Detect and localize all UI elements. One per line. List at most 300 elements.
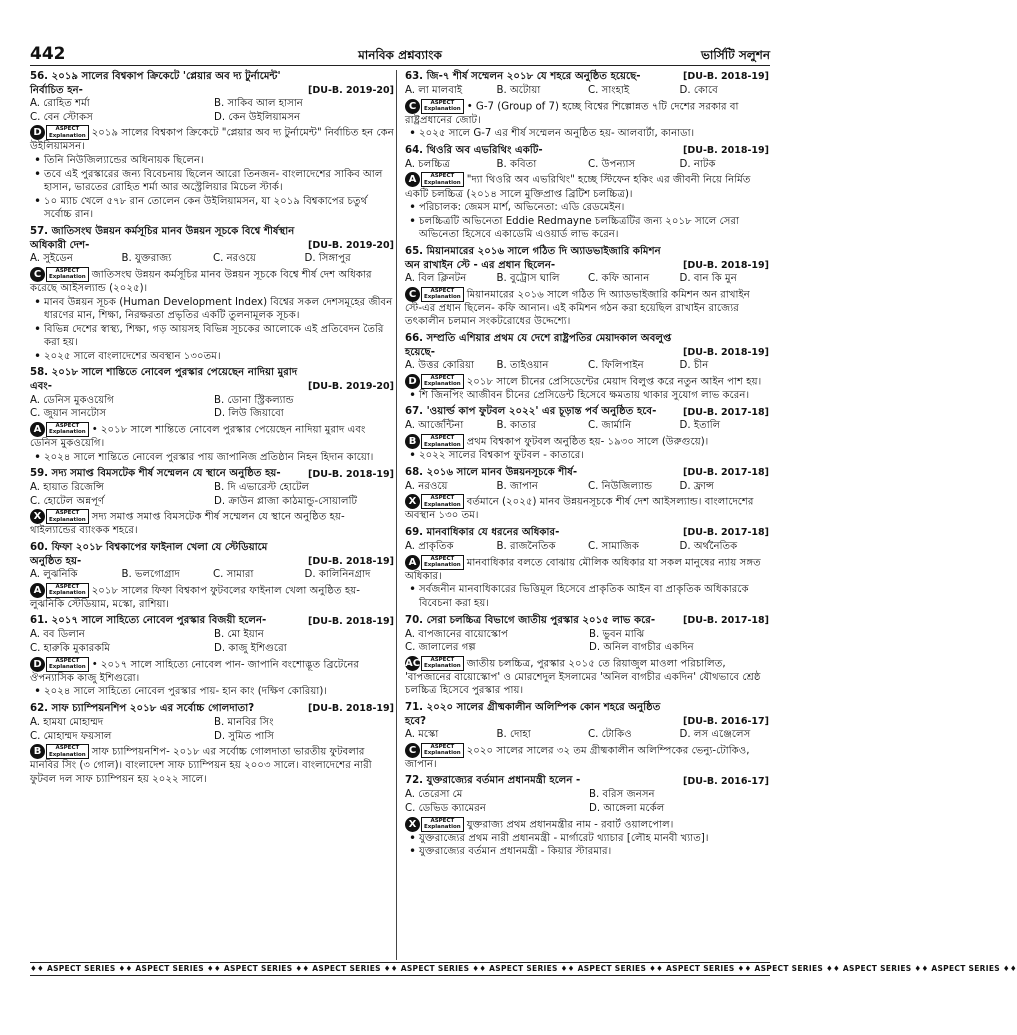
answer-option: C. কফি আনান [588, 273, 650, 285]
options-list [405, 788, 769, 815]
aspect-explanation-logo [421, 494, 464, 509]
explanation-text: যুক্তরাজ্য প্রথম প্রধানমন্ত্রীর নাম - রবার্ট ওয়ালপোল। [466, 819, 674, 831]
question-block [30, 614, 394, 698]
answer-option: D. কাজু ইশিগুরো [214, 643, 287, 655]
logo-word-explanation: Explanation [49, 132, 86, 139]
question-header [405, 245, 769, 272]
options-list [30, 568, 394, 582]
options-list [405, 359, 769, 373]
answer-option: B. জাপান [496, 480, 538, 492]
logo-word-aspect: ASPECT [55, 126, 80, 133]
aspect-explanation-logo [46, 583, 89, 598]
answer-letter-icon: D [405, 374, 420, 389]
question-block [30, 702, 394, 786]
answer-letter-icon: B [30, 744, 45, 759]
answer-badge [30, 509, 89, 524]
answer-option: B. সাকিব আল হাসান [214, 98, 303, 110]
bullet-item: • ১০ ম্যাচ খেলে ৫৭৮ রান তোলেন কেন উইলিয়ামসন, যা ২০১৯ বিশ্বকাপের চতুর্থ সর্বোচ্চ রান। [30, 195, 394, 222]
answer-option: D. ফ্রান্স [679, 480, 714, 492]
explanation-text: মানবাধিকার বলতে বোঝায় মৌলিক অধিকার যা সকল মানুষের ন্যায় সঙ্গত অধিকার। [405, 557, 761, 582]
options-list [30, 716, 394, 743]
answer-option: B. ডোনা স্ট্রিকল্যান্ড [214, 394, 294, 406]
answer-letter-icon: D [30, 125, 45, 140]
answer-badge [405, 817, 464, 832]
explanation [405, 817, 769, 832]
logo-word-aspect: ASPECT [55, 510, 80, 517]
logo-word-aspect: ASPECT [55, 267, 80, 274]
exam-tag: [DU-B. 2017-18] [683, 467, 769, 479]
question-header [405, 405, 769, 419]
aspect-explanation-logo [46, 267, 89, 282]
options-list [30, 97, 394, 124]
exam-tag: [DU-B. 2018-19] [683, 259, 769, 271]
question-header [30, 541, 394, 568]
question-text: ২০১৯ সালের বিশ্বকাপ ক্রিকেটে 'প্লেয়ার অব দ্য টুর্নামেন্ট' নির্বাচিত হন- [30, 71, 281, 96]
logo-word-explanation: Explanation [424, 294, 461, 301]
logo-word-aspect: ASPECT [430, 817, 455, 824]
answer-option: A. আর্জেন্টিনা [405, 420, 464, 432]
answer-option: D. কেন উইলিয়ামসন [214, 111, 301, 123]
answer-badge [405, 287, 464, 302]
bullet-list [30, 296, 394, 364]
answer-option: A. উত্তর কোরিয়া [405, 360, 475, 372]
answer-badge [30, 583, 89, 598]
logo-word-explanation: Explanation [49, 751, 86, 758]
answer-option: D. আঙ্গেলা মর্কেল [589, 803, 665, 815]
explanation [405, 434, 769, 449]
options-list [30, 628, 394, 655]
explanation [30, 744, 394, 786]
answer-option: C. উপন্যাস [588, 158, 636, 170]
answer-option: B. কাতার [496, 420, 537, 432]
answer-badge [405, 656, 464, 671]
answer-option: C. সামাজিক [588, 541, 640, 553]
bullet-item: • বিভিন্ন দেশের স্বাস্থ্য, শিক্ষা, গড় আয়সহ বিভিন্ন সূচকের আলোকে এই প্রতিবেদন তৈরি করা হয়। [30, 323, 394, 350]
answer-option: B. ভলগোগ্রাদ [121, 569, 180, 581]
answer-option: D. নাটক [679, 158, 716, 170]
question-block [30, 70, 394, 222]
question-header [405, 701, 769, 728]
aspect-explanation-logo [421, 817, 464, 832]
answer-option: C. বেন স্টোকস [30, 111, 93, 123]
exam-tag: [DU-B. 2018-19] [683, 71, 769, 83]
answer-letter-icon: A [405, 172, 420, 187]
question-number: 60. [30, 542, 49, 553]
explanation-text: ২০১৯ সালের বিশ্বকাপ ক্রিকেটে "প্লেয়ার অব দ্য টুর্নামেন্ট" নির্বাচিত হন কেন উইলিয়ামসন। [30, 127, 394, 153]
aspect-explanation-logo [421, 287, 464, 302]
explanation [30, 583, 394, 612]
exam-tag: [DU-B. 2019-20] [308, 239, 394, 251]
explanation-text: জাতিসংঘ উন্নয়ন কর্মসূচির মানব উন্নয়ন সূচকে বিশ্বে শীর্ষ দেশ অধিকার করেছে আইসল্যান্ড (২০২৫)। [30, 269, 372, 294]
aspect-explanation-logo [46, 744, 89, 759]
answer-option: C. মোহাম্মদ ফয়সাল [30, 730, 112, 742]
question-number: 58. [30, 367, 49, 379]
question-header [405, 332, 769, 359]
explanation-text: ২০২০ সালের সালের ৩২ তম গ্রীষ্মকালীন অলিম্পিকের ভেন্যু-টোকিও, জাপান। [405, 745, 750, 770]
answer-option: C. জুয়ান সানটোস [30, 408, 107, 420]
answer-badge [405, 743, 464, 758]
bullet-list [405, 201, 769, 242]
question-number: 67. [405, 406, 424, 418]
answer-option: D. কোবে [679, 85, 718, 96]
answer-option: B. ভুবন মাঝি [589, 628, 645, 640]
answer-option: C. টোকিও [588, 729, 632, 741]
answer-letter-icon: D [30, 657, 45, 672]
bullet-list [405, 449, 769, 463]
question-header [405, 774, 769, 788]
options-list [30, 252, 394, 266]
answer-option: B. তাইওয়ান [496, 360, 549, 372]
answer-letter-icon: X [30, 509, 45, 524]
answer-option: C. হোটেল অন্নপূর্ণ [30, 495, 105, 507]
question-header [30, 467, 394, 481]
explanation [30, 509, 394, 538]
logo-word-explanation: Explanation [424, 501, 461, 508]
logo-word-explanation: Explanation [49, 664, 86, 671]
answer-option: C. জালালের গল্প [405, 642, 476, 654]
answer-option: C. হারুকি মুকারকমি [30, 643, 111, 655]
answer-option: D. চীন [679, 360, 709, 372]
exam-tag: [DU-B. 2016-17] [683, 775, 769, 787]
logo-word-explanation: Explanation [49, 590, 86, 597]
answer-option: D. সুমিত পাসি [214, 730, 275, 742]
aspect-explanation-logo [46, 422, 89, 437]
answer-option: C. নরওয়ে [213, 253, 256, 265]
explanation [30, 422, 394, 451]
logo-word-aspect: ASPECT [55, 422, 80, 429]
bullet-item: • তবে এই পুরস্কারের জন্য বিবেচনায় ছিলেন আরো তিনজন- বাংলাদেশের সাকিব আল হাসান, ভারতের রোহিত শর্মা আর অস্ট্রেলিয়ার মিচেল স্টার্ক। [30, 168, 394, 195]
explanation-text: • ২০১৮ সালে শান্তিতে নোবেল পুরস্কার পেয়েছেন নাদিয়া মুরাদ এবং ডেনিস মুকওয়েগি। [30, 424, 366, 449]
answer-option: D. লিউ জিয়াবো [214, 408, 284, 420]
answer-option: D. ইতালি [679, 420, 721, 432]
logo-word-aspect: ASPECT [55, 657, 80, 664]
answer-badge [405, 172, 464, 187]
explanation [405, 374, 769, 389]
logo-word-aspect: ASPECT [430, 656, 455, 663]
answer-option: A. লুঝনিকি [30, 569, 78, 581]
answer-option: A. লা মালবাই [405, 85, 463, 96]
aspect-explanation-logo [421, 172, 464, 187]
question-block [30, 366, 394, 464]
answer-option: C. ডেভিড ক্যামেরন [405, 803, 486, 815]
explanation-text: ২০১৮ সালে চীনের প্রেসিডেন্টের মেয়াদ বিলুপ্ত করে নতুন আইন পাশ হয়। [466, 376, 762, 388]
question-header [30, 70, 394, 97]
question-text: সেরা চলচ্চিত্র বিভাগে জাতীয় পুরস্কার ২০১৫ লাভ করে- [426, 614, 656, 626]
bullet-item: • পরিচালক: জেমস মার্শ, অভিনেতা: এডি রেডমেইন। [405, 201, 769, 215]
logo-word-aspect: ASPECT [430, 374, 455, 381]
answer-badge [30, 657, 89, 672]
explanation-text: "দ্যা থিওরি অব এভরিথিং" হচ্ছে স্টিফেন হকিং এর জীবনী নিয়ে নির্মিত একটি চলচ্চিত্র (২০১৪ সালে মুক্তিপ্রাপ্ত ব্রিটিশ চলচ্চিত্র)। [405, 174, 751, 200]
question-text: সম্প্রতি এশিয়ার প্রথম যে দেশে রাষ্ট্রপতির মেয়াদকাল অবলুপ্ত হয়েছে- [405, 333, 672, 358]
answer-option: D. বান কি মুন [679, 273, 737, 285]
explanation [405, 743, 769, 772]
question-block [405, 405, 769, 462]
bullet-list [405, 832, 769, 859]
exam-tag: [DU-B. 2018-19] [683, 145, 769, 157]
explanation [405, 656, 769, 698]
exam-tag: [DU-B. 2018-19] [308, 615, 394, 627]
aspect-explanation-logo [421, 656, 464, 671]
logo-word-explanation: Explanation [424, 663, 461, 670]
logo-word-aspect: ASPECT [55, 745, 80, 752]
logo-word-aspect: ASPECT [55, 583, 80, 590]
exam-tag: [DU-B. 2016-17] [683, 715, 769, 727]
answer-badge [30, 422, 89, 437]
answer-option: A. ডেনিস মুকওয়েগি [30, 394, 114, 406]
explanation-text: প্রথম বিশ্বকাপ ফুটবল অনুষ্ঠিত হয়- ১৯৩০ সালে (উরুগুয়ে)। [466, 436, 709, 448]
explanation [405, 172, 769, 201]
explanation-text: • ২০১৭ সালে সাহিত্যে নোবেল পান- জাপানি বংশোদ্ভূত ব্রিটেনের ঔপন্যাসিক কাজু ইশিগুরো। [30, 659, 360, 684]
exam-tag: [DU-B. 2018-19] [308, 468, 394, 480]
answer-letter-icon: B [405, 434, 420, 449]
answer-option: C. সাংহাই [588, 85, 630, 96]
question-block [30, 225, 394, 363]
answer-badge [30, 267, 89, 282]
logo-word-aspect: ASPECT [430, 743, 455, 750]
bullet-item: • চলচ্চিত্রটি অভিনেতা Eddie Redmayne চলচ্চিত্রটির জন্য ২০১৮ সালে সেরা অভিনেতা হিসেবে একাডেমি এওয়ার্ড লাভ করেন। [405, 215, 769, 242]
question-header [405, 466, 769, 480]
answer-badge [405, 494, 464, 509]
options-list [405, 628, 769, 655]
left-column [30, 70, 394, 789]
aspect-explanation-logo [421, 434, 464, 449]
answer-option: C. সামারা [213, 569, 254, 581]
options-list [30, 481, 394, 508]
answer-option: D. কালিনিনগ্রাদ [304, 569, 371, 581]
question-block [30, 541, 394, 611]
answer-letter-icon: C [405, 743, 420, 758]
explanation [405, 494, 769, 523]
bullet-item: • সর্বজনীন মানবাধিকারের ভিত্তিমূল হিসেবে প্রাকৃতিক আইন বা প্রাকৃতিক অধিকারকে বিবেচনা করা হয়। [405, 583, 769, 610]
answer-letter-icon: X [405, 494, 420, 509]
answer-badge [405, 555, 464, 570]
question-number: 57. [30, 226, 49, 238]
logo-word-explanation: Explanation [424, 179, 461, 186]
answer-option: A. চলচ্চিত্র [405, 158, 450, 170]
logo-word-explanation: Explanation [424, 381, 461, 388]
answer-option: C. জার্মানি [588, 420, 632, 432]
aspect-explanation-logo [421, 555, 464, 570]
answer-option: D. ক্রাউন প্লাজা কাঠমান্ডু-সোয়ালটি [214, 495, 358, 507]
answer-letter-icon: C [405, 99, 420, 114]
question-header [30, 366, 394, 393]
question-number: 61. [30, 615, 49, 627]
question-text: যুক্তরাজ্যের বর্তমান প্রধানমন্ত্রী হলেন - [426, 775, 581, 787]
question-header [405, 526, 769, 540]
question-number: 68. [405, 466, 424, 478]
question-text: সাফ চ্যাম্পিয়নশিপ ২০১৮ এর সর্বোচ্চ গোলদাতা? [51, 702, 255, 714]
question-text: ২০১৭ সালে সাহিত্যে নোবেল পুরস্কার বিজয়ী হলেন- [51, 615, 267, 627]
question-block [405, 466, 769, 523]
question-text: ফিফা ২০১৮ বিশ্বকাপের ফাইনাল খেলা যে স্টেডিয়ামে অনুষ্ঠিত হয়- [30, 542, 268, 567]
bullet-item: • ২০২৪ সালে শান্তিতে নোবেল পুরস্কার পায় জাপানিজ প্রতিষ্ঠান নিহন হিদান কায়ো। [30, 451, 394, 465]
book-title: মানবিক প্রশ্নব্যাংক [358, 48, 442, 62]
question-number: 56. [30, 71, 49, 82]
question-block [405, 332, 769, 402]
answer-option: B. মো ইয়ান [214, 629, 264, 641]
options-list [405, 84, 769, 98]
question-number: 66. [405, 333, 424, 344]
bullet-item: • যুক্তরাজ্যের বর্তমান প্রধানমন্ত্রী - কিয়ার স্টারমার। [405, 845, 769, 859]
answer-option: B. কবিতা [496, 158, 537, 170]
bullet-item: • মানব উন্নয়ন সূচক (Human Development Index) বিশ্বের সকল দেশসমূহের জীবন ধারণের মান, শিক্ষা, নিরক্ষরতা প্রভৃতির একটি তুলনামূলক সূচক। [30, 296, 394, 323]
exam-tag: [DU-B. 2019-20] [308, 84, 394, 96]
question-text: 'ওয়ার্ল্ড কাপ ফুটবল ২০২২' এর চূড়ান্ত পর্ব অনুষ্ঠিত হবে- [426, 406, 657, 418]
bullet-item: • তিনি নিউজিল্যান্ডের অধিনায়ক ছিলেন। [30, 154, 394, 168]
question-text: ২০১৮ সালে শান্তিতে নোবেল পুরস্কার পেয়েছেন নাদিয়া মুরাদ এবং- [30, 367, 298, 393]
aspect-explanation-logo [46, 509, 89, 524]
question-text: জি-৭ শীর্ষ সম্মেলন ২০১৮ যে শহরে অনুষ্ঠিত হয়েছে- [426, 71, 641, 82]
answer-option: B. যুক্তরাজ্য [121, 253, 172, 265]
exam-tag: [DU-B. 2017-18] [683, 614, 769, 626]
aspect-explanation-logo [46, 657, 89, 672]
question-block [405, 70, 769, 141]
aspect-explanation-logo [421, 374, 464, 389]
explanation-text: বর্তমানে (২০২৫) মানব উন্নয়নসূচকে শীর্ষ দেশ আইসল্যান্ড। বাংলাদেশের অবস্থান ১৩০ তম। [405, 496, 754, 522]
question-header [30, 702, 394, 716]
answer-option: B. মানবির সিং [214, 716, 274, 728]
question-header [405, 614, 769, 628]
answer-option: B. বুট্রোস ঘালি [496, 273, 560, 285]
question-text: জাতিসংঘ উন্নয়ন কর্মসূচির মানব উন্নয়ন সূচকে বিশ্বে শীর্ষস্থান অধিকারী দেশ- [30, 226, 295, 251]
explanation-text: সাফ চ্যাম্পিয়নশিপ- ২০১৮ এর সর্বোচ্চ গোলদাতা ভারতীয় ফুটবলার মানবির সিং (৩ গোল)। বাংলাদেশ সাফ চ্যাম্পিয়ন হয় ২০০৩ সালে। বাংলাদেশের নারী ফুটবল দল সাফ চ্যাম্পিয়ন হয় ২০২২ সালে। [30, 746, 372, 785]
explanation-text: জাতীয় চলচ্চিত্র, পুরস্কার ২০১৫ তে রিয়াজুল মাওলা পরিচালিত, 'বাপজানের বায়োস্কোপ' ও মোরশেদুল ইসলামের 'অনিল বাগচীর একদিন' যৌথভাবে শ্রেষ্ঠ চলচ্চিত্র হিসেবে পুরস্কার পায়। [405, 658, 761, 697]
question-text: ২০১৬ সালে মানব উন্নয়নসূচকে শীর্ষ- [426, 466, 578, 478]
logo-word-aspect: ASPECT [430, 495, 455, 502]
bullet-list [30, 154, 394, 222]
footer-band: ♦♦ ASPECT SERIES ♦♦ ASPECT SERIES ♦♦ ASPECT SERIES ♦♦ ASPECT SERIES ♦♦ ASPECT SERIES ♦♦ ASPECT SERIES ♦♦ ASPECT SERIES ♦♦ ASPECT SERIES ♦♦ ASPECT SERIES ♦♦ ASPECT SERIES ♦♦ ASPECT SERIES ♦♦ [30, 962, 770, 976]
answer-option: A. প্রাকৃতিক [405, 541, 454, 553]
exam-tag: [DU-B. 2018-19] [308, 703, 394, 715]
question-number: 59. [30, 468, 49, 480]
answer-letter-icon: A [30, 583, 45, 598]
page-number: 442 [30, 44, 66, 64]
question-number: 70. [405, 614, 424, 626]
answer-badge [405, 434, 464, 449]
answer-letter-icon: C [405, 287, 420, 302]
question-header [30, 614, 394, 628]
options-list [405, 480, 769, 494]
options-list [405, 272, 769, 286]
options-list [405, 158, 769, 172]
answer-option: D. সিঙ্গাপুর [304, 253, 351, 265]
question-number: 69. [405, 527, 424, 539]
question-text: মানবাধিকার যে ধরনের অধিকার- [426, 527, 560, 539]
answer-option: A. মস্কো [405, 729, 439, 741]
aspect-explanation-logo [421, 743, 464, 758]
answer-option: A. তেরেসা মে [405, 789, 463, 801]
answer-option: A. বাপজানের বায়োস্কোপ [405, 628, 508, 640]
answer-letter-icon: X [405, 817, 420, 832]
answer-badge [405, 374, 464, 389]
answer-option: B. বরিস জনসন [589, 789, 655, 801]
explanation [405, 99, 769, 128]
question-number: 65. [405, 245, 424, 257]
logo-word-aspect: ASPECT [430, 435, 455, 442]
explanation-text: ২০১৮ সালের ফিফা বিশ্বকাপ ফুটবলের ফাইনাল খেলা অনুষ্ঠিত হয়- লুঝনিকি স্টেডিয়াম, মস্কো, রাশিয়া। [30, 585, 360, 610]
logo-word-explanation: Explanation [49, 516, 86, 523]
question-block [405, 245, 769, 329]
bullet-list [405, 389, 769, 403]
answer-option: B. রাজনৈতিক [496, 541, 556, 553]
column-divider [396, 70, 397, 960]
question-block [405, 614, 769, 698]
answer-option: B. দোহা [496, 729, 531, 741]
answer-option: C. ফিলিপাইন [588, 360, 644, 372]
bullet-item: • ২০২৫ সালে বাংলাদেশের অবস্থান ১৩০তম। [30, 350, 394, 364]
page-header [30, 44, 770, 66]
explanation-text: মিয়ানমারের ২০১৬ সালে গঠিত দি অ্যাডভাইজারি কমিশন অন রাখাইন স্টে-এর প্রধান ছিলেন- কফি আনান। এই কমিশন গঠন করা হয়েছিল রাখাইন রাজ্যের তৎকালীন চলমান সংকটরোধের উদ্দেশ্যে। [405, 289, 750, 328]
options-list [405, 728, 769, 742]
question-text: সদ্য সমাপ্ত বিমসটেক শীর্ষ সম্মেলন যে স্থানে অনুষ্ঠিত হয়- [51, 468, 281, 480]
aspect-explanation-logo [421, 99, 464, 114]
question-block [405, 701, 769, 771]
answer-letter-icon: A [405, 555, 420, 570]
question-text: থিওরি অব এভরিথিং একটি- [426, 144, 543, 156]
exam-tag: [DU-B. 2018-19] [683, 346, 769, 358]
bullet-item: • ২০২৪ সালে সাহিত্যে নোবেল পুরস্কার পায়- হান কাং (দক্ষিণ কোরিয়া)। [30, 685, 394, 699]
answer-letter-icon: A [30, 422, 45, 437]
logo-word-explanation: Explanation [424, 824, 461, 831]
question-header [30, 225, 394, 252]
bullet-list [405, 583, 769, 610]
logo-word-explanation: Explanation [424, 562, 461, 569]
question-text: ২০২০ সালের গ্রীষ্মকালীন অলিম্পিক কোন শহরে অনুষ্ঠিত হবে? [405, 701, 661, 727]
exam-tag: [DU-B. 2017-18] [683, 527, 769, 539]
question-block [405, 526, 769, 610]
answer-option: A. সুইডেন [30, 253, 73, 265]
explanation [405, 287, 769, 329]
question-number: 64. [405, 144, 424, 156]
question-block [405, 144, 769, 242]
bullet-item: • ২০২২ সালের বিশ্বকাপ ফুটবল - কাতারে। [405, 449, 769, 463]
explanation-text: সদ্য সমাপ্ত সমাপ্ত বিমসটেক শীর্ষ সম্মেলন যে স্থানে অনুষ্ঠিত হয়- থাইল্যান্ডের ব্যাংকক শহরে। [30, 511, 345, 537]
question-header [405, 144, 769, 158]
answer-letter-icon: AC [405, 657, 421, 669]
answer-option: D. অর্থনৈতিক [679, 541, 738, 553]
answer-option: D. অনিল বাগচীর একদিন [589, 642, 694, 654]
bullet-item: • যুক্তরাজ্যের প্রথম নারী প্রধানমন্ত্রী - মার্গারেট থ্যাচার [লৌহ মানবী খ্যাত]। [405, 832, 769, 846]
question-header [405, 70, 769, 84]
question-number: 72. [405, 775, 424, 787]
explanation [405, 555, 769, 584]
answer-option: C. নিউজিল্যান্ড [588, 480, 653, 492]
logo-word-explanation: Explanation [49, 429, 86, 436]
answer-badge [405, 99, 464, 114]
explanation [30, 267, 394, 296]
bullet-list [30, 685, 394, 699]
bullet-list [405, 127, 769, 141]
question-block [405, 774, 769, 858]
aspect-explanation-logo [46, 125, 89, 140]
logo-word-explanation: Explanation [49, 274, 86, 281]
logo-word-aspect: ASPECT [430, 555, 455, 562]
exam-tag: [DU-B. 2017-18] [683, 406, 769, 418]
logo-word-explanation: Explanation [424, 106, 461, 113]
question-block [30, 467, 394, 538]
bullet-list [30, 451, 394, 465]
explanation [30, 657, 394, 686]
answer-option: A. রোহিত শর্মা [30, 98, 90, 110]
options-list [30, 394, 394, 421]
exam-tag: [DU-B. 2018-19] [308, 555, 394, 567]
answer-letter-icon: C [30, 267, 45, 282]
answer-option: A. হায়াত রিজেন্সি [30, 482, 105, 494]
options-list [405, 540, 769, 554]
question-number: 71. [405, 701, 424, 713]
logo-word-aspect: ASPECT [430, 173, 455, 180]
logo-word-explanation: Explanation [424, 750, 461, 757]
